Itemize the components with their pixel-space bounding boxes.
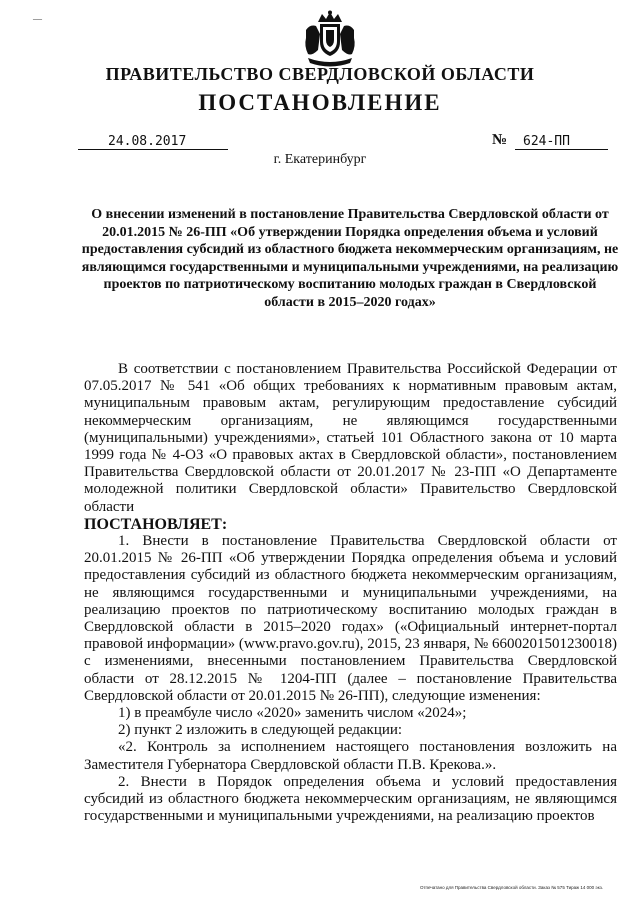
postanovlyaet-heading: ПОСТАНОВЛЯЕТ: [84, 515, 228, 533]
print-footer: Отпечатано для Правительства Свердловской области. Заказ № 575 Тираж 14 000 экз. [420, 885, 604, 890]
organization-name: ПРАВИТЕЛЬСТВО СВЕРДЛОВСКОЙ ОБЛАСТИ [105, 64, 535, 84]
item-1-2-text: «2. Контроль за исполнением настоящего постановления возложить на Заместителя Губернатора Свердловской области П.В. Крекова.». [84, 739, 617, 773]
document-date: 24.08.2017 [78, 134, 228, 150]
item-1: 1. Внести в постановление Правительства Свердловской области от 20.01.2015 № 26-ПП «Об утверждении Порядка определения объема и условий предоставления субсидий из областного бюджета некоммерческим организациям, не являющимся государственными и муниципальными учреждениями, на реализацию проектов по патриотическому воспитанию молодых граждан в Свердловской области в 2015–2020 годах» («Официальный интернет-портал правовой информации» (www.pravo.gov.ru), 2015, 23 января, № 6600201501230018) с изменениями, внесенными постановлением Правительства Свердловской области от 28.12.2015 № 1204-ПП (далее – постановление Правительства Свердловской области от 20.01.2015 № 26-ПП), следующие изменения: [84, 533, 617, 704]
document-type: ПОСТАНОВЛЕНИЕ [198, 90, 442, 115]
preamble-paragraph: В соответствии с постановлением Правительства Российской Федерации от 07.05.2017 № 541 «Об общих требованиях к нормативным правовым актам, муниципальным правовым актам, регулирующим предоставление субсидий некоммерческим организациям, не являющимся государственными (муниципальными) учреждениями», статьей 101 Областного закона от 10 марта 1999 года № 4-ОЗ «О правовых актах в Свердловской области», постановлением Правительства Свердловской области от 20.01.2017 № 23-ПП «О Департаменте молодежной политики Свердловской области» Правительство Свердловской области [84, 361, 617, 515]
number-label: № [492, 132, 508, 148]
document-title: О внесении изменений в постановление Правительства Свердловской области от 20.01.2015 № 26-ПП «Об утверждении Порядка определения объема и условий предоставления субсидий из областного бюджета некоммерческим организациям, не являющимся государственными и муниципальными учреждениями, на реализацию проектов по патриотическому воспитанию молодых граждан в Свердловской области в 2015–2020 годах» [81, 207, 619, 310]
item-1-2: 2) пункт 2 изложить в следующей редакции: [118, 722, 403, 739]
item-1-1: 1) в преамбуле число «2020» заменить числом «2024»; [118, 705, 467, 722]
city: г. Екатеринбург [273, 152, 367, 167]
corner-mark: — [33, 14, 42, 24]
document-body [84, 361, 617, 825]
coat-of-arms-icon [300, 10, 360, 68]
item-2: 2. Внести в Порядок определения объема и условий предоставления субсидий из областного бюджета некоммерческим организациям, не являющимся государственными и муниципальными учреждениями, на реализацию проектов [84, 773, 617, 825]
document-number: 624-ПП [515, 134, 608, 150]
